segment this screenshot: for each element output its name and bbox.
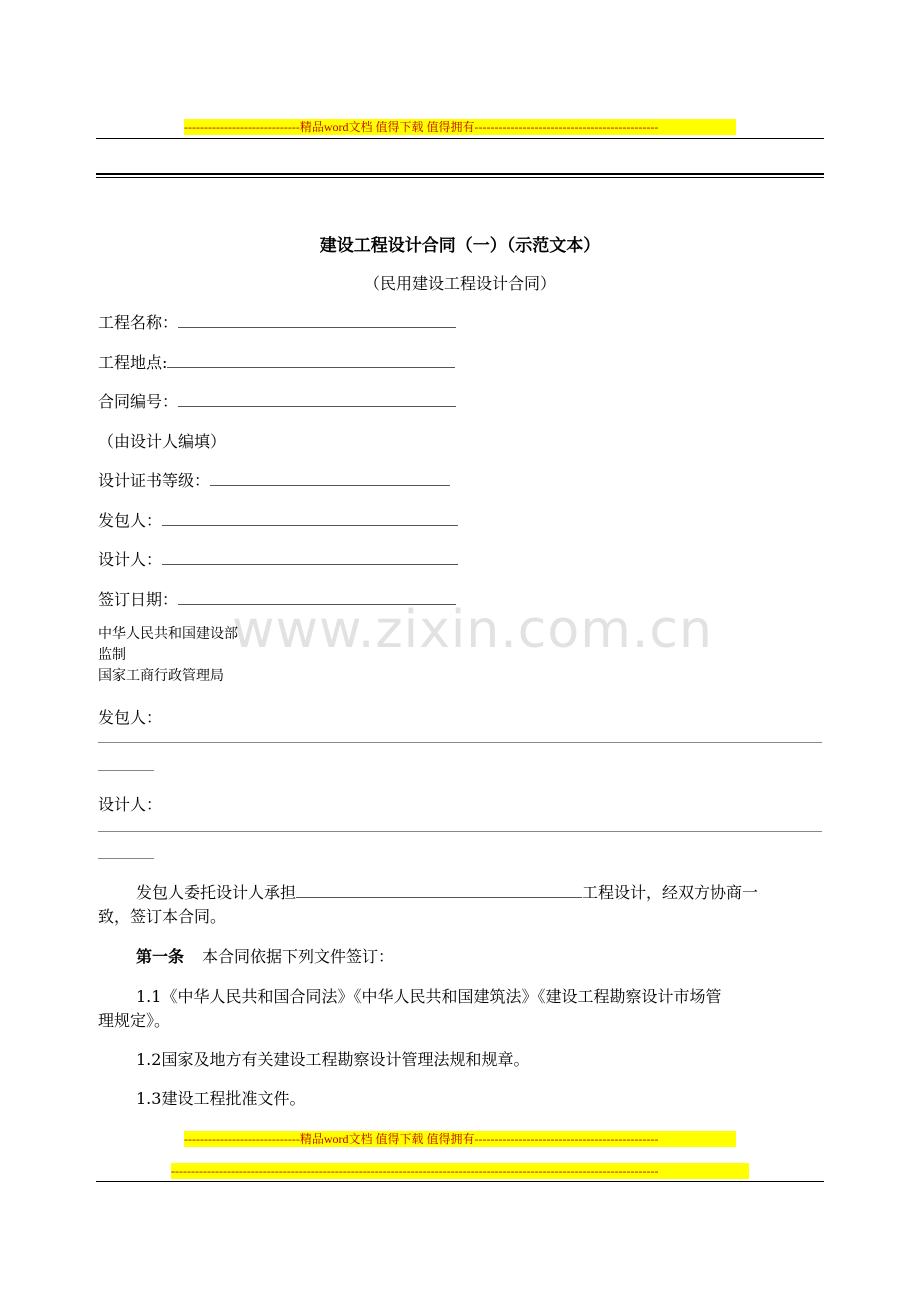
- sign-date-label: 签订日期：: [98, 590, 179, 609]
- employer-field: [98, 508, 458, 531]
- issuer-supervised: 监制: [98, 647, 126, 663]
- project-name-label: 工程名称：: [98, 313, 179, 332]
- project-location-label: 工程地点:: [98, 353, 168, 372]
- intro-text-part2: 工程设计，经双方协商一: [582, 883, 759, 902]
- watermark: www.zixin.com.cn: [232, 600, 713, 660]
- contract-no-field: [98, 389, 456, 412]
- cert-level-field: [98, 468, 450, 491]
- article-1-label: 第一条: [136, 947, 185, 966]
- filled-by-note: （由设计人编填）: [98, 432, 227, 451]
- item-1-3: 1.3建设工程批准文件。: [136, 1089, 306, 1108]
- issuer-administration: 国家工商行政管理局: [98, 668, 224, 684]
- party-designer-line: [98, 831, 822, 832]
- header-double-rule-top: [96, 173, 824, 175]
- header-double-rule-bottom: [96, 177, 824, 178]
- article-1-text: 本合同依据下列文件签订：: [202, 947, 395, 966]
- item-1-1-line1: 1.1《中华人民共和国合同法》《中华人民共和国建筑法》《建设工程勘察设计市场管: [136, 987, 722, 1006]
- employer-blank: [162, 509, 458, 526]
- party-employer-line: [98, 742, 822, 743]
- cert-level-blank: [210, 469, 450, 486]
- article-1: [136, 944, 394, 967]
- intro-project-blank: [296, 881, 582, 898]
- party-designer-label: 设计人：: [98, 795, 163, 814]
- issuer-ministry: 中华人民共和国建设部: [98, 626, 238, 642]
- intro-paragraph-line1: [136, 880, 758, 903]
- header-banner: -----------------------------精品word文档 值得下载 值得拥有----------------------------------------------: [184, 119, 736, 135]
- designer-blank: [162, 548, 458, 565]
- footer-banner: -----------------------------精品word文档 值得下载 值得拥有----------------------------------------------: [184, 1131, 736, 1147]
- designer-label: 设计人：: [98, 550, 163, 569]
- header-rule: [96, 138, 824, 139]
- contract-no-blank: [178, 390, 456, 407]
- intro-paragraph-line2: 致，签订本合同。: [98, 907, 227, 926]
- item-1-1-line2: 理规定》。: [98, 1011, 171, 1030]
- party-employer-line-cont: [98, 770, 154, 771]
- sign-date-blank: [178, 588, 456, 605]
- party-designer-line-cont: [98, 858, 154, 859]
- sign-date-field: [98, 587, 456, 610]
- project-name-blank: [178, 311, 456, 328]
- employer-label: 发包人：: [98, 511, 163, 530]
- footer-rule: [96, 1181, 824, 1182]
- cert-level-label: 设计证书等级：: [98, 471, 211, 490]
- document-title: 建设工程设计合同（一）（示范文本）: [319, 236, 601, 256]
- intro-text-part1: 发包人委托设计人承担: [136, 883, 297, 902]
- project-location-blank: [167, 351, 455, 368]
- footer-dash-line: --------------------------------------------------------------------------------------------------------------------------: [171, 1163, 749, 1179]
- item-1-2: 1.2国家及地方有关建设工程勘察设计管理法规和规章。: [136, 1050, 530, 1069]
- contract-no-label: 合同编号：: [98, 392, 179, 411]
- project-name-field: [98, 310, 456, 333]
- designer-field: [98, 547, 458, 570]
- project-location-field: [98, 350, 455, 373]
- party-employer-label: 发包人：: [98, 708, 163, 727]
- document-subtitle: （民用建设工程设计合同）: [363, 274, 556, 293]
